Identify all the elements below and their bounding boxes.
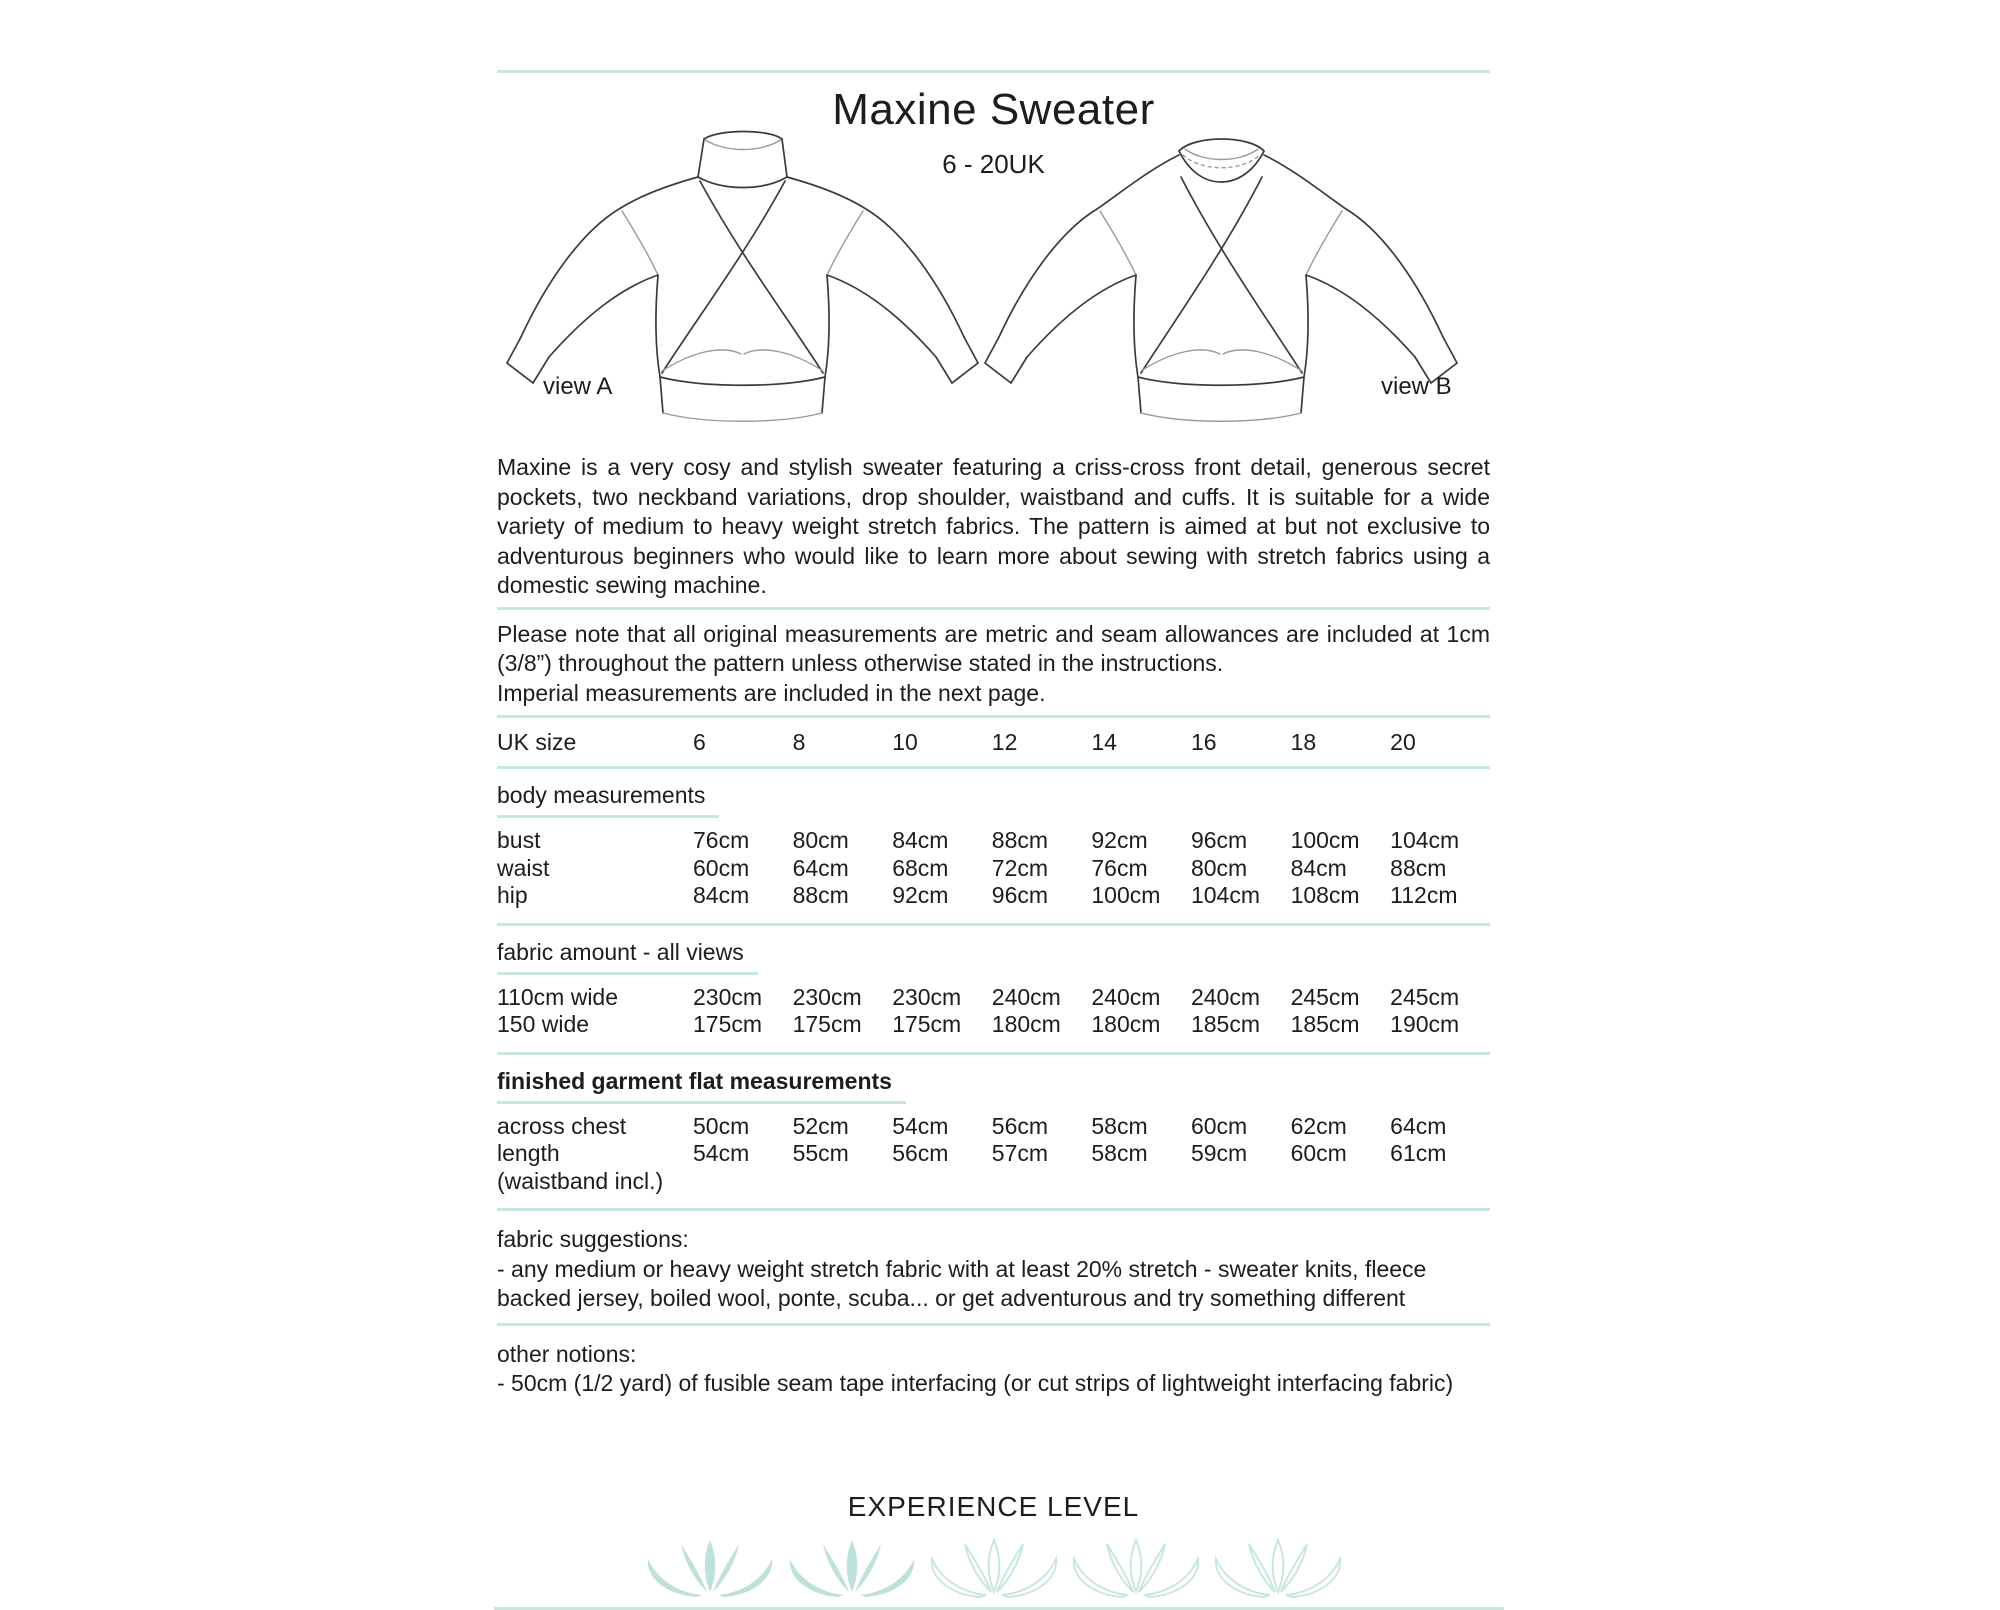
metric-note-line2: Imperial measurements are included in the next page. bbox=[497, 679, 1046, 706]
table-cell: 56cm bbox=[991, 1112, 1049, 1139]
section-rows bbox=[497, 827, 1490, 910]
section-title: fabric amount - all views bbox=[497, 939, 758, 975]
experience-level-rating bbox=[497, 1537, 1490, 1599]
size-header-cell: 8 bbox=[792, 729, 806, 755]
metric-note bbox=[497, 620, 1490, 709]
table-cell: 108cm bbox=[1290, 882, 1360, 908]
table-cell: 230cm bbox=[892, 983, 962, 1010]
other-notions-body: - 50cm (1/2 yard) of fusible seam tape interfacing (or cut strips of lightweight interfacing fabric) bbox=[497, 1370, 1454, 1396]
table-row bbox=[497, 1168, 1490, 1196]
table-row bbox=[497, 827, 1490, 855]
table-cell: 61cm bbox=[1390, 1140, 1447, 1166]
table-cell: 60cm bbox=[1290, 1140, 1347, 1166]
size-table-section bbox=[497, 926, 1490, 1055]
row-label: bust bbox=[497, 827, 541, 853]
table-cell: 84cm bbox=[693, 882, 750, 908]
table-cell: 185cm bbox=[1290, 1011, 1360, 1037]
section-title: finished garment flat measurements bbox=[497, 1068, 906, 1104]
table-row bbox=[497, 855, 1490, 883]
lotus-outline-icon bbox=[1065, 1537, 1207, 1599]
experience-level-title: EXPERIENCE LEVEL bbox=[847, 1490, 1140, 1522]
row-label: 110cm wide bbox=[497, 983, 619, 1010]
table-cell: 84cm bbox=[1290, 854, 1347, 881]
row-label: hip bbox=[497, 882, 528, 908]
table-cell: 80cm bbox=[792, 827, 849, 853]
table-cell: 58cm bbox=[1091, 1140, 1148, 1166]
table-cell: 54cm bbox=[693, 1140, 750, 1166]
table-cell: 240cm bbox=[991, 983, 1061, 1010]
table-cell: 100cm bbox=[1091, 882, 1161, 908]
lotus-outline-icon bbox=[923, 1537, 1065, 1599]
table-cell: 104cm bbox=[1390, 827, 1460, 853]
header-figure bbox=[497, 73, 1490, 441]
size-header-cell: 20 bbox=[1390, 729, 1416, 755]
table-cell: 72cm bbox=[991, 854, 1049, 881]
table-cell: 240cm bbox=[1190, 983, 1261, 1010]
pattern-info-page bbox=[497, 0, 1490, 1610]
other-notions-title: other notions: bbox=[497, 1340, 637, 1367]
size-header-cell: 12 bbox=[991, 729, 1018, 755]
lotus-outline-icon bbox=[1207, 1537, 1349, 1599]
table-cell: 57cm bbox=[991, 1140, 1049, 1166]
table-cell: 245cm bbox=[1390, 983, 1460, 1010]
table-cell: 84cm bbox=[892, 827, 949, 853]
fabric-suggestions-body: - any medium or heavy weight stretch fabric with at least 20% stretch - sweater knits, fleece backed jersey, boiled wool, ponte, scuba... or get adventurous and try something different bbox=[497, 1255, 1427, 1311]
section-rows bbox=[497, 1113, 1490, 1196]
table-cell: 55cm bbox=[792, 1140, 849, 1166]
table-cell: 96cm bbox=[1190, 827, 1248, 853]
table-cell: 88cm bbox=[792, 882, 849, 908]
table-cell: 54cm bbox=[892, 1112, 949, 1139]
table-cell: 62cm bbox=[1290, 1112, 1347, 1139]
section-rows bbox=[497, 984, 1490, 1039]
table-cell: 175cm bbox=[792, 1011, 862, 1037]
size-header-cell: 14 bbox=[1091, 729, 1117, 755]
table-cell: 59cm bbox=[1190, 1140, 1248, 1166]
table-cell: 104cm bbox=[1190, 882, 1261, 908]
table-row bbox=[497, 882, 1490, 910]
view-b-label: view B bbox=[1381, 373, 1452, 400]
fabric-suggestions-title: fabric suggestions: bbox=[497, 1226, 689, 1252]
fabric-suggestions bbox=[497, 1225, 1490, 1314]
table-cell: 88cm bbox=[991, 827, 1049, 853]
table-cell: 76cm bbox=[693, 827, 750, 853]
table-cell: 56cm bbox=[892, 1140, 949, 1166]
table-cell: 96cm bbox=[991, 882, 1049, 908]
table-row bbox=[497, 1113, 1490, 1141]
lotus-filled-icon bbox=[781, 1537, 923, 1599]
divider bbox=[494, 1607, 1504, 1610]
other-notions bbox=[497, 1340, 1490, 1399]
size-header-cell: 6 bbox=[693, 729, 706, 755]
table-cell: 180cm bbox=[1091, 1011, 1161, 1037]
description-paragraph: Maxine is a very cosy and stylish sweater featuring a criss-cross front detail, generous secret pockets, two neckband variations, drop shoulder, waistband and cuffs. It is suitable for a wide variety of medium to heavy weight stretch fabrics. The pattern is aimed at but not exclusive to adventurous beginners who would like to learn more about sewing with stretch fabrics using a domestic sewing machine. bbox=[497, 454, 1490, 598]
table-cell: 76cm bbox=[1091, 854, 1148, 881]
table-cell: 230cm bbox=[792, 983, 862, 1010]
size-table-sections bbox=[497, 769, 1490, 1211]
table-row bbox=[497, 1011, 1490, 1039]
table-cell: 175cm bbox=[892, 1011, 962, 1037]
table-cell: 50cm bbox=[693, 1112, 750, 1139]
experience-level-section bbox=[497, 1491, 1490, 1610]
metric-note-line1: Please note that all original measurements are metric and seam allowances are included at 1cm (3/8”) throughout the pattern unless otherwise stated in the instructions. bbox=[497, 620, 1490, 676]
row-label: length bbox=[497, 1140, 560, 1166]
table-cell: 60cm bbox=[693, 854, 750, 881]
page-title: Maxine Sweater bbox=[832, 85, 1155, 134]
lotus-filled-icon bbox=[639, 1537, 781, 1599]
section-title: body measurements bbox=[497, 782, 719, 818]
size-table-header-row bbox=[497, 727, 1490, 757]
table-cell: 92cm bbox=[892, 882, 949, 908]
table-row bbox=[497, 1140, 1490, 1168]
table-cell: 175cm bbox=[693, 1011, 763, 1037]
row-label: across chest bbox=[497, 1112, 627, 1139]
row-sublabel: (waistband incl.) bbox=[497, 1167, 664, 1194]
size-header-cell: 10 bbox=[892, 729, 918, 755]
table-row bbox=[497, 984, 1490, 1012]
row-label: 150 wide bbox=[497, 1011, 590, 1037]
divider bbox=[497, 1208, 1490, 1211]
table-cell: 92cm bbox=[1091, 827, 1148, 853]
divider bbox=[497, 715, 1490, 718]
table-cell: 100cm bbox=[1290, 827, 1360, 853]
table-cell: 185cm bbox=[1190, 1011, 1261, 1037]
table-cell: 180cm bbox=[991, 1011, 1061, 1037]
table-cell: 230cm bbox=[693, 983, 763, 1010]
table-cell: 60cm bbox=[1190, 1112, 1248, 1139]
size-table-section bbox=[497, 1055, 1490, 1212]
divider bbox=[497, 607, 1490, 610]
size-header-cells bbox=[693, 727, 1490, 757]
size-header-cell: 18 bbox=[1290, 729, 1317, 755]
table-cell: 240cm bbox=[1091, 983, 1161, 1010]
size-table-section bbox=[497, 769, 1490, 926]
divider bbox=[497, 1323, 1490, 1326]
table-cell: 80cm bbox=[1190, 854, 1248, 881]
table-cell: 64cm bbox=[1390, 1112, 1447, 1139]
table-cell: 68cm bbox=[892, 854, 949, 881]
uk-size-label: UK size bbox=[497, 729, 577, 755]
size-header-cell: 16 bbox=[1190, 729, 1217, 755]
table-cell: 190cm bbox=[1390, 1011, 1460, 1037]
view-a-label: view A bbox=[543, 373, 613, 400]
table-cell: 88cm bbox=[1390, 854, 1447, 881]
table-cell: 112cm bbox=[1390, 882, 1458, 908]
table-cell: 64cm bbox=[792, 854, 849, 881]
table-cell: 245cm bbox=[1290, 983, 1360, 1010]
size-table bbox=[497, 727, 1490, 1211]
size-range: 6 - 20UK bbox=[942, 149, 1045, 179]
table-cell: 52cm bbox=[792, 1112, 849, 1139]
table-cell: 58cm bbox=[1091, 1112, 1148, 1139]
row-label: waist bbox=[497, 854, 550, 881]
